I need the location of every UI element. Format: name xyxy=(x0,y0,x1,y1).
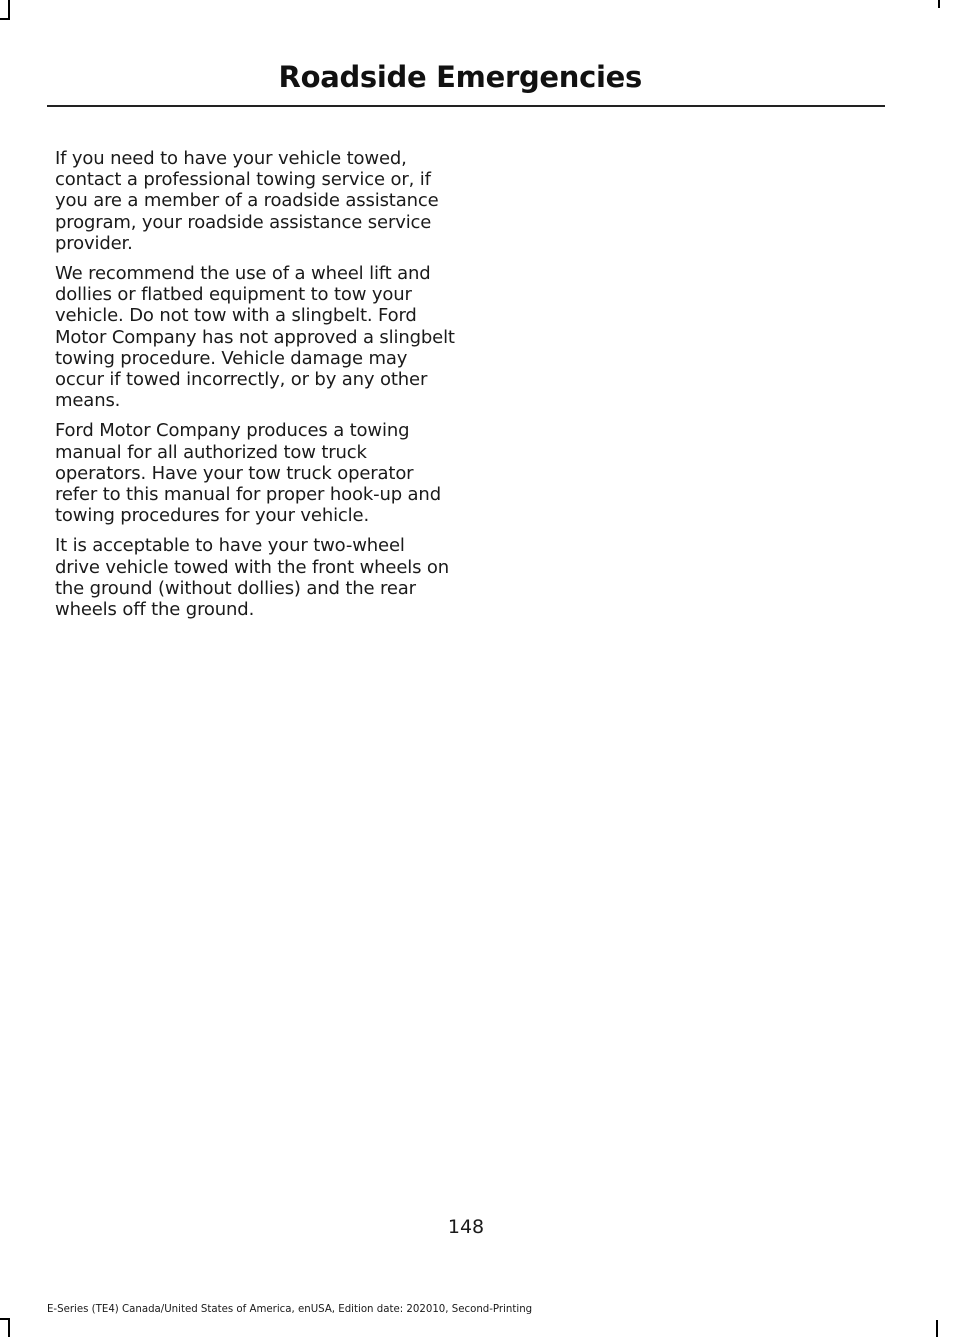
crop-mark-top-right-vertical xyxy=(938,0,940,8)
crop-mark-bottom-left-vertical xyxy=(8,1318,10,1337)
crop-mark-bottom-left-horizontal xyxy=(0,1318,10,1320)
body-column xyxy=(55,148,455,629)
page-number: 148 xyxy=(447,1216,485,1238)
crop-mark-top-left-vertical xyxy=(8,0,10,18)
page-title: Roadside Emergencies xyxy=(278,60,642,94)
paragraph-towing-service: If you need to have your vehicle towed, contact a professional towing service or, if you are a member of a roadside assistance program, your roadside assistance service provider. xyxy=(55,148,439,254)
edition-footer: E-Series (TE4) Canada/United States of America, enUSA, Edition date: 202010, Second-Printing xyxy=(47,1304,533,1315)
header-divider xyxy=(47,105,885,107)
paragraph-wheel-lift-recommendation: We recommend the use of a wheel lift and dollies or flatbed equipment to tow your vehicle. Do not tow with a slingbelt. Ford Motor Company has not approved a slingbelt towing procedure. Vehicle damage may occur if towed incorrectly, or by any other means. xyxy=(55,263,455,412)
crop-mark-top-left-horizontal xyxy=(0,18,10,20)
crop-mark-right-edge xyxy=(936,1320,938,1337)
paragraph-two-wheel-drive-towing: It is acceptable to have your two-wheel drive vehicle towed with the front wheels on the ground (without dollies) and the rear wheels off the ground. xyxy=(55,535,450,621)
paragraph-towing-manual: Ford Motor Company produces a towing manual for all authorized tow truck operators. Have your tow truck operator refer to this manual for proper hook-up and towing procedures for your vehicle. xyxy=(55,420,441,527)
